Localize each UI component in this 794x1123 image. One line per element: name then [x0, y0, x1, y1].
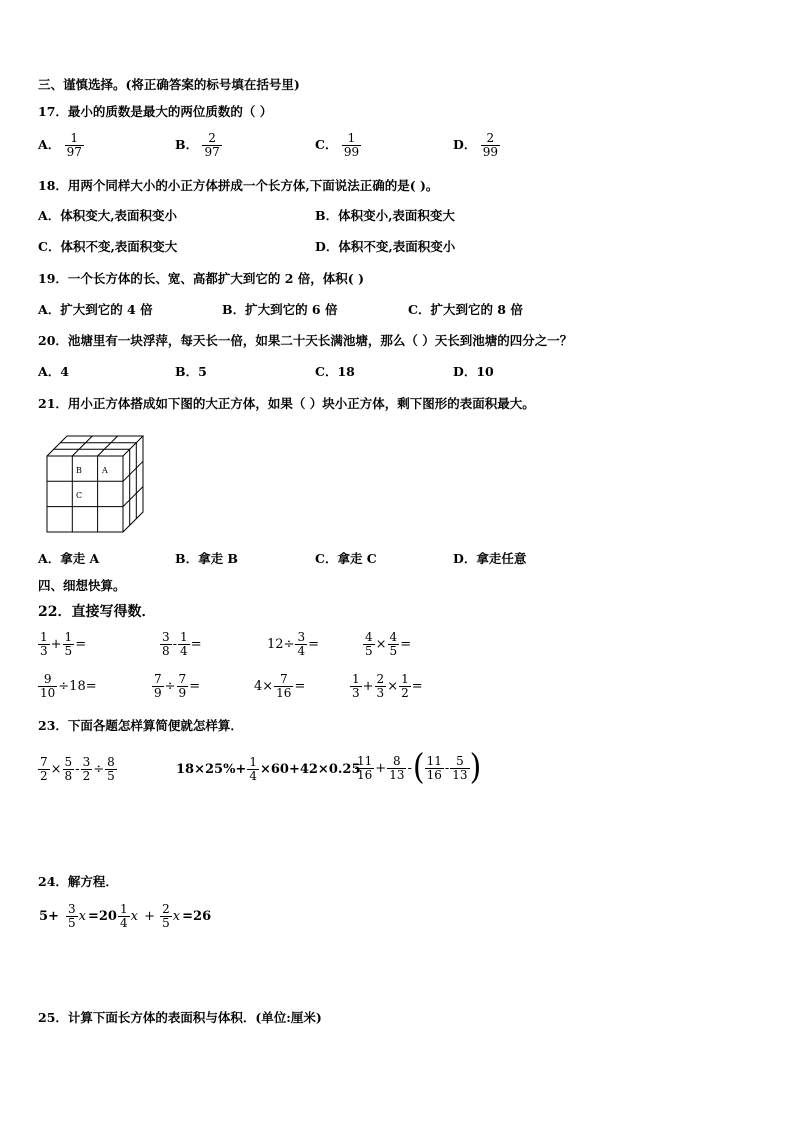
cube-label-b: B: [76, 466, 82, 475]
q17-option-d-fraction: $\frac{2}{99}$: [482, 131, 498, 159]
fraction: $\frac{3}{8}$: [162, 630, 170, 658]
q17-option-d[interactable]: [453, 132, 500, 159]
q17-option-b[interactable]: [175, 132, 222, 159]
fraction: $\frac{1}{5}$: [64, 630, 73, 658]
q21-option-a[interactable]: A．拿走 A: [38, 551, 100, 566]
fraction: $\frac{1}{2}$: [401, 672, 409, 700]
cube-figure: [44, 433, 164, 538]
fraction: $\frac{7}{9}$: [154, 672, 162, 700]
q22-expr-7: 4× $\frac{7}{16}$ =: [254, 672, 306, 700]
q18-option-b[interactable]: B．体积变小,表面积变大: [315, 208, 455, 223]
left-paren-glyph: (: [412, 747, 425, 788]
fraction: $\frac{1}{4}$: [120, 902, 128, 930]
fraction: $\frac{7}{2}$: [40, 755, 48, 783]
question-21-stem: 21．用小正方体搭成如下图的大正方体，如果（ ）块小正方体，剩下图形的表面积最大。: [38, 396, 535, 411]
question-20-stem: 20．池塘里有一块浮萍，每天长一倍，如果二十天长满池塘，那么（ ）天长到池塘的四分之一？: [38, 333, 573, 348]
q22-expr-4: $\frac{4}{5}$ × $\frac{4}{5}$ =: [365, 630, 412, 658]
q20-option-b[interactable]: B．5: [175, 364, 207, 379]
q17-option-c-letter: C．: [315, 137, 338, 152]
q23-expr-1: $\frac{7}{2}$ × $\frac{5}{8}$ - $\frac{3}{2}$ ÷ $\frac{8}{5}$: [40, 755, 115, 783]
q17-option-a-fraction: $\frac{1}{97}$: [66, 131, 82, 159]
section-title-calc: 四、细想快算。: [38, 578, 126, 593]
cube-label-a: A: [102, 466, 108, 475]
fraction: $\frac{8}{13}$: [389, 753, 405, 782]
q22-expr-8: $\frac{1}{3}$ + $\frac{2}{3}$ × $\frac{1}{2}$ =: [352, 672, 423, 700]
q18-option-c[interactable]: C．体积不变,表面积变大: [38, 239, 178, 254]
cube-label-c: C: [76, 491, 83, 500]
fraction: $\frac{7}{16}$: [276, 672, 292, 700]
q24-equation-2: $\frac{1}{4}$ x + $\frac{2}{5}$ x =26: [120, 902, 212, 930]
fraction: $\frac{11}{16}$: [426, 753, 442, 782]
q19-option-a[interactable]: A．扩大到它的 4 倍: [38, 302, 153, 317]
fraction: $\frac{3}{5}$: [67, 902, 76, 930]
fraction: $\frac{1}{4}$: [249, 755, 257, 783]
q19-option-b[interactable]: B．扩大到它的 6 倍: [222, 302, 338, 317]
fraction: $\frac{5}{8}$: [64, 755, 73, 783]
fraction: $\frac{2}{3}$: [376, 672, 385, 700]
q17-option-c-fraction: $\frac{1}{99}$: [343, 131, 360, 159]
q24-equation-1: 5+ $\frac{3}{5}$ x =20: [39, 902, 117, 930]
fraction: $\frac{3}{4}$: [297, 630, 306, 658]
question-19-stem: 19．一个长方体的长、宽、高都扩大到它的 2 倍，体积( ): [38, 271, 364, 286]
q21-option-b[interactable]: B．拿走 B: [175, 551, 238, 566]
question-23-stem: 23．下面各题怎样算简便就怎样算．: [38, 718, 243, 733]
fraction: $\frac{1}{3}$: [352, 672, 360, 700]
fraction: $\frac{1}{3}$: [40, 630, 48, 658]
q22-expr-3: 12÷ $\frac{3}{4}$ =: [267, 630, 319, 658]
fraction: $\frac{2}{5}$: [162, 902, 170, 930]
question-24-stem: 24．解方程．: [38, 874, 118, 889]
fraction: $\frac{7}{9}$: [178, 672, 187, 700]
q22-expr-6: $\frac{7}{9}$ ÷ $\frac{7}{9}$ =: [154, 672, 201, 700]
q23-expr-2: 18×25%+ $\frac{1}{4}$ ×60+42×0.25: [176, 755, 361, 783]
q17-option-a-letter: A．: [38, 137, 61, 152]
question-22-stem: 22．直接写得数．: [38, 604, 156, 620]
fraction: $\frac{5}{13}$: [452, 753, 468, 782]
fraction: $\frac{4}{5}$: [365, 630, 373, 658]
q22-expr-2: $\frac{3}{8}$ - $\frac{1}{4}$ =: [162, 630, 202, 658]
q17-option-d-letter: D．: [453, 137, 477, 152]
q17-option-b-fraction: $\frac{2}{97}$: [204, 131, 220, 159]
q22-expr-5: $\frac{9}{10}$ ÷18=: [40, 672, 97, 700]
question-18-stem: 18．用两个同样大小的小正方体拼成一个长方体,下面说法正确的是( )。: [38, 178, 439, 193]
q17-option-b-letter: B．: [175, 137, 199, 152]
fraction: $\frac{4}{5}$: [389, 630, 398, 658]
fraction: $\frac{3}{2}$: [82, 755, 91, 783]
question-17-stem: 17．最小的质数是最大的两位质数的（ ）: [38, 104, 273, 119]
q20-option-d[interactable]: D．10: [453, 364, 494, 379]
fraction: $\frac{1}{4}$: [180, 630, 188, 658]
q18-option-d[interactable]: D．体积不变,表面积变小: [315, 239, 456, 254]
q20-option-a[interactable]: A．4: [38, 364, 69, 379]
q21-option-d[interactable]: D．拿走任意: [453, 551, 527, 566]
q17-option-a[interactable]: [38, 132, 84, 159]
q23-expr-3: $\frac{11}{16}$ + $\frac{8}{13}$ - ( $\frac{11}{16}$ - $\frac{5}{13}$ ): [357, 747, 482, 788]
q19-option-c[interactable]: C．扩大到它的 8 倍: [408, 302, 523, 317]
q21-option-c[interactable]: C．拿走 C: [315, 551, 377, 566]
q22-expr-1: $\frac{1}{3}$ + $\frac{1}{5}$ =: [40, 630, 87, 658]
q17-option-c[interactable]: [315, 132, 361, 159]
q20-option-c[interactable]: C．18: [315, 364, 355, 379]
q18-option-a[interactable]: A．体积变大,表面积变小: [38, 208, 178, 223]
fraction: $\frac{11}{16}$: [357, 753, 373, 782]
section-title-choice: 三、谨慎选择。(将正确答案的标号填在括号里): [38, 77, 300, 92]
question-25-stem: 25．计算下面长方体的表面积与体积．(单位:厘米): [38, 1010, 322, 1025]
right-paren-glyph: ): [469, 747, 482, 788]
fraction: $\frac{9}{10}$: [40, 672, 56, 700]
fraction: $\frac{8}{5}$: [107, 755, 115, 783]
